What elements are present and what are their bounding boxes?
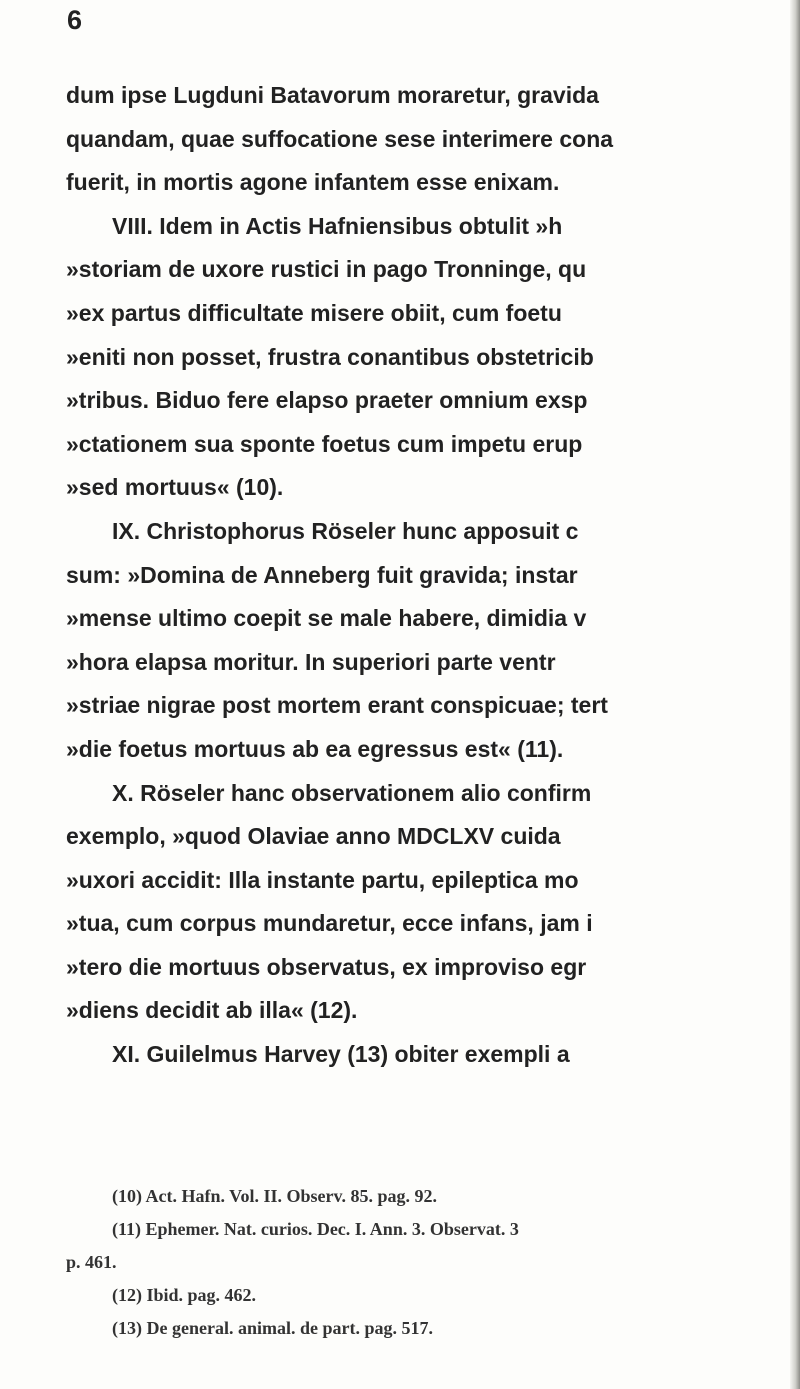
text-line: XI. Guilelmus Harvey (13) obiter exempli a xyxy=(112,1041,570,1068)
footnote: (10) Act. Hafn. Vol. II. Observ. 85. pag. 92. xyxy=(112,1186,438,1206)
body-text xyxy=(66,74,800,1077)
text-line: »mense ultimo coepit se male habere, dimidia v xyxy=(66,605,587,632)
text-line: »storiam de uxore rustici in pago Tronninge, qu xyxy=(66,256,587,283)
text-line: sum: »Domina de Anneberg fuit gravida; instar xyxy=(66,561,578,588)
text-line: »tribus. Biduo fere elapso praeter omnium exsp xyxy=(66,387,588,414)
text-line: dum ipse Lugduni Batavorum moraretur, gravida xyxy=(66,82,599,108)
footnotes xyxy=(66,1180,766,1345)
footnote: (11) Ephemer. Nat. curios. Dec. I. Ann. 3. Observat. 3 xyxy=(112,1219,519,1239)
text-line: fuerit, in mortis agone infantem esse enixam. xyxy=(66,169,560,196)
footnote: (13) De general. animal. de part. pag. 517. xyxy=(112,1318,433,1338)
text-line: »die foetus mortuus ab ea egressus est« (11). xyxy=(66,735,564,762)
text-line: »tero die mortuus observatus, ex improviso egr xyxy=(66,953,587,980)
footnote: (12) Ibid. pag. 462. xyxy=(112,1285,257,1305)
text-line: »hora elapsa moritur. In superiori parte ventr xyxy=(66,648,556,675)
text-line: exemplo, »quod Olaviae anno MDCLXV cuida xyxy=(66,823,561,850)
text-line: »ctationem sua sponte foetus cum impetu erup xyxy=(66,430,583,457)
text-line: »eniti non posset, frustra conantibus obstetricib xyxy=(66,343,594,370)
text-line: X. Röseler hanc observationem alio confirm xyxy=(112,779,592,806)
footnote-continuation: p. 461. xyxy=(66,1252,117,1272)
text-line: »sed mortuus« (10). xyxy=(66,474,284,501)
text-line: »striae nigrae post mortem erant conspicuae; tert xyxy=(66,692,608,719)
text-line: IX. Christophorus Röseler hunc apposuit c xyxy=(112,517,579,544)
text-line: quandam, quae suffocatione sese interimere cona xyxy=(66,125,614,152)
text-line: »tua, cum corpus mundaretur, ecce infans, jam i xyxy=(66,910,593,937)
text-line: VIII. Idem in Actis Hafniensibus obtulit »h xyxy=(112,212,563,239)
text-line: »uxori accidit: Illa instante partu, epileptica mo xyxy=(66,866,579,893)
page-number: 6 xyxy=(67,5,83,35)
text-line: »ex partus difficultate misere obiit, cum foetu xyxy=(66,299,562,326)
text-line: »diens decidit ab illa« (12). xyxy=(66,997,358,1024)
page-binding-edge xyxy=(790,0,800,1389)
